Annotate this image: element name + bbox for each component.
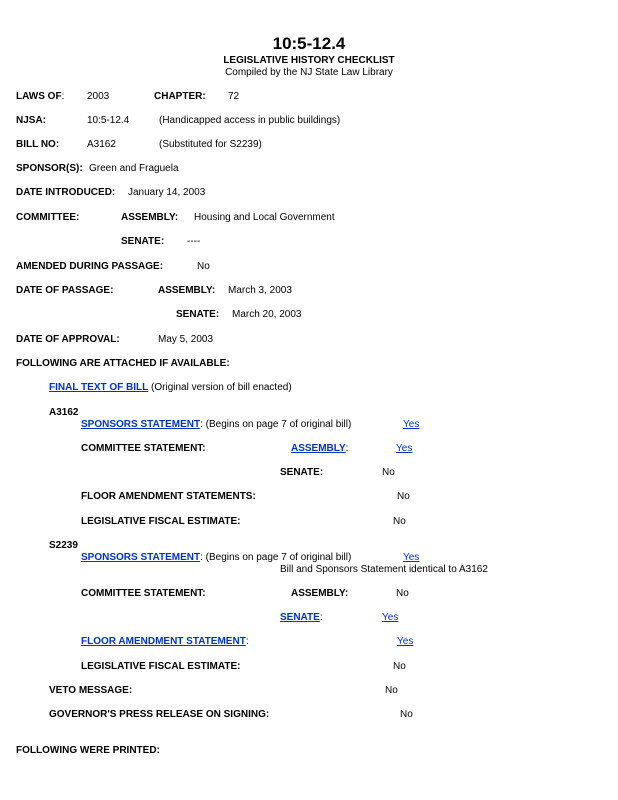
s2239-sponsors-row (81, 552, 351, 564)
s2239-floor-amendment-link[interactable]: FLOOR AMENDMENT STATEMENT (81, 636, 246, 647)
final-text-note: (Original version of bill enacted) (151, 382, 292, 393)
njsa-note: (Handicapped access in public buildings) (159, 115, 341, 126)
page-title: 10:5-12.4 (272, 34, 346, 53)
passage-senate-value: March 20, 2003 (232, 309, 302, 320)
a3162-floor-value: No (397, 491, 410, 502)
a3162-floor-label: FLOOR AMENDMENT STATEMENTS: (81, 491, 256, 502)
s2239-heading: S2239 (49, 540, 78, 551)
s2239-senate-yes-link[interactable]: Yes (382, 612, 399, 623)
final-text-row (49, 382, 292, 394)
passage-assembly-value: March 3, 2003 (228, 285, 292, 296)
njsa-label: NJSA: (16, 115, 47, 126)
a3162-assembly-yes-link[interactable]: Yes (396, 443, 413, 454)
s2239-senate-row: SENATE: (280, 612, 323, 623)
printed-heading: FOLLOWING WERE PRINTED: (16, 745, 160, 756)
a3162-fiscal-value: No (393, 516, 406, 527)
checklist-subtitle: LEGISLATIVE HISTORY CHECKLIST (223, 55, 395, 66)
laws-of-value: 2003 (87, 91, 110, 102)
laws-of-label: LAWS OF: (16, 91, 65, 102)
date-of-approval-label: DATE OF APPROVAL: (16, 334, 120, 345)
sponsors-value: Green and Fraguela (89, 163, 179, 174)
passage-senate-label: SENATE: (176, 309, 220, 320)
a3162-sponsors-yes-link[interactable]: Yes (403, 419, 420, 430)
s2239-floor-yes-link[interactable]: Yes (397, 636, 414, 647)
committee-label: COMMITTEE: (16, 212, 80, 223)
date-introduced-label: DATE INTRODUCED: (16, 187, 116, 198)
s2239-floor-row: FLOOR AMENDMENT STATEMENT: (81, 636, 249, 647)
a3162-senate-value: No (382, 467, 395, 478)
s2239-assembly-label: ASSEMBLY: (291, 588, 349, 599)
press-release-value: No (400, 709, 413, 720)
committee-assembly-label: ASSEMBLY: (121, 212, 179, 223)
amended-value: No (197, 261, 210, 272)
passage-assembly-label: ASSEMBLY: (158, 285, 216, 296)
date-of-approval-value: May 5, 2003 (158, 334, 214, 345)
s2239-sponsors-statement-link[interactable]: SPONSORS STATEMENT (81, 552, 201, 563)
bill-no-label: BILL NO: (16, 139, 60, 150)
a3162-sponsors-statement-link[interactable]: SPONSORS STATEMENT (81, 419, 201, 430)
a3162-committee-label: COMMITTEE STATEMENT: (81, 443, 206, 454)
committee-senate-label: SENATE: (121, 236, 165, 247)
s2239-sponsors-yes-link[interactable]: Yes (403, 552, 420, 563)
a3162-sponsors-row (81, 419, 351, 431)
s2239-sponsors-note: : (Begins on page 7 of original bill) (200, 552, 352, 563)
sponsors-label: SPONSOR(S): (16, 163, 83, 174)
a3162-senate-label: SENATE: (280, 467, 324, 478)
bill-no-note: (Substituted for S2239) (159, 139, 262, 150)
s2239-assembly-value: No (396, 588, 409, 599)
compiled-by: Compiled by the NJ State Law Library (225, 67, 393, 78)
amended-label: AMENDED DURING PASSAGE: (16, 261, 164, 272)
bill-no-value: A3162 (87, 139, 116, 150)
committee-assembly-value: Housing and Local Government (194, 212, 335, 223)
attached-heading: FOLLOWING ARE ATTACHED IF AVAILABLE: (16, 358, 230, 369)
a3162-assembly-row: ASSEMBLY: (291, 443, 349, 454)
date-of-passage-label: DATE OF PASSAGE: (16, 285, 114, 296)
chapter-label: CHAPTER: (154, 91, 206, 102)
veto-label: VETO MESSAGE: (49, 685, 133, 696)
a3162-fiscal-label: LEGISLATIVE FISCAL ESTIMATE: (81, 516, 241, 527)
s2239-committee-label: COMMITTEE STATEMENT: (81, 588, 206, 599)
s2239-identical-note: Bill and Sponsors Statement identical to A3162 (280, 564, 488, 575)
a3162-assembly-link[interactable]: ASSEMBLY (291, 443, 346, 454)
veto-value: No (385, 685, 398, 696)
committee-senate-value: ---- (187, 236, 201, 247)
s2239-fiscal-value: No (393, 661, 406, 672)
chapter-value: 72 (228, 91, 240, 102)
press-release-label: GOVERNOR'S PRESS RELEASE ON SIGNING: (49, 709, 270, 720)
njsa-value: 10:5-12.4 (87, 115, 130, 126)
a3162-sponsors-note: : (Begins on page 7 of original bill) (200, 419, 352, 430)
s2239-senate-link[interactable]: SENATE (280, 612, 320, 623)
final-text-link[interactable]: FINAL TEXT OF BILL (49, 382, 149, 393)
date-introduced-value: January 14, 2003 (128, 187, 206, 198)
a3162-heading: A3162 (49, 407, 79, 418)
s2239-fiscal-label: LEGISLATIVE FISCAL ESTIMATE: (81, 661, 241, 672)
